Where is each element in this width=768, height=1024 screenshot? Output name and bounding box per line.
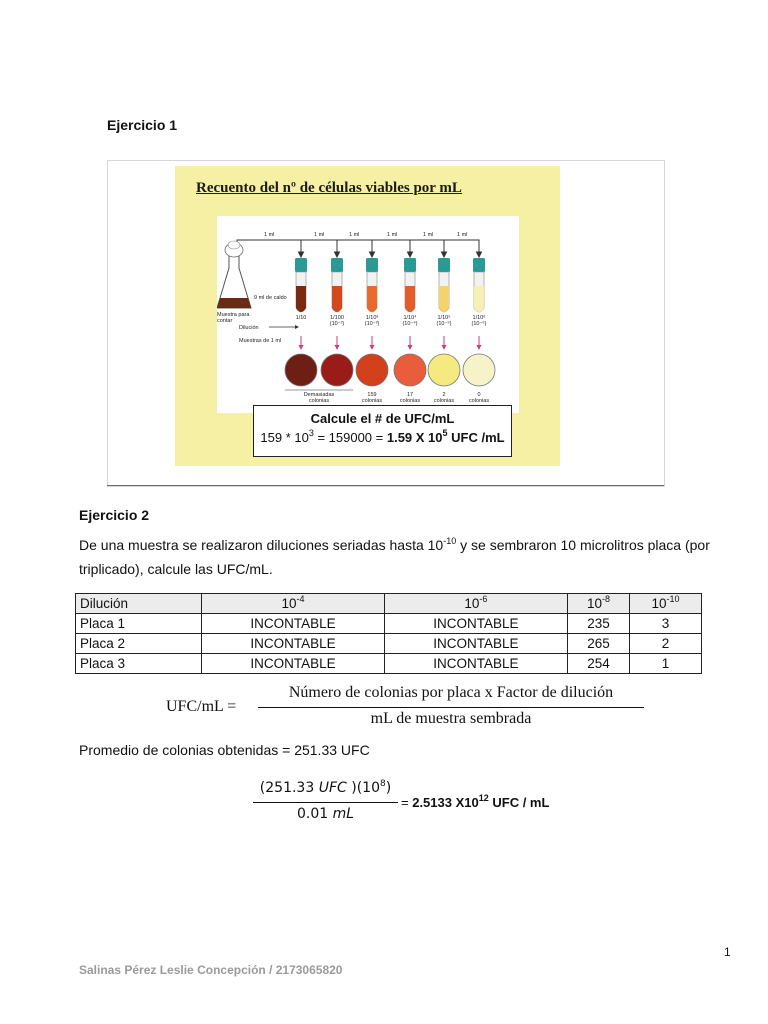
calc-numerator: (251.33 UFC )$(10^8)$ — [259, 779, 392, 796]
table-cell: INCONTABLE — [202, 634, 385, 654]
calc-part-a: 159 * 10 — [260, 430, 309, 445]
figure-bottom-rule — [107, 485, 664, 486]
petri-plate — [428, 354, 460, 386]
dilution-table — [75, 593, 702, 674]
tube-liquid — [405, 286, 415, 312]
calc-fraction-bar — [253, 802, 398, 803]
transfer-bracket — [337, 240, 372, 254]
transfer-bracket — [237, 240, 301, 254]
transfer-label-3: 1 ml — [349, 232, 360, 238]
transfer-arrowhead — [335, 252, 340, 257]
calc-title: Calcule el # de UFC/mL — [310, 411, 455, 426]
transfer-label-5: 1 ml — [423, 232, 434, 238]
formula-fraction-bar — [258, 707, 644, 708]
plate-label: 0 colonias — [468, 392, 490, 404]
calc-part-a-exp: 3 — [308, 428, 314, 438]
tube-cap — [295, 258, 307, 272]
dilution-label: 1/10⁶ (10⁻⁶) — [471, 315, 487, 327]
transfer-bracket — [444, 240, 479, 254]
footer-author: Salinas Pérez Leslie Concepción / 2173065820 — [79, 963, 343, 977]
table-header-cell: $10^{-10}$ — [630, 594, 702, 614]
tube-liquid — [296, 286, 306, 312]
dilucion-label: Dilución — [239, 325, 259, 331]
plating-arrowhead — [408, 345, 413, 350]
ex2-para-exp: -10 — [443, 536, 457, 546]
ex2-para-b: y se sembraron 10 microlitros placa (por — [456, 537, 710, 553]
transfer-label-1: 1 ml — [264, 232, 275, 238]
dilution-label: 1/10³ (10⁻³) — [364, 315, 380, 327]
formula-numerator: Número de colonias por placa x Factor de dilución — [288, 684, 614, 701]
calc-result: = 2.5133 $X10^{12}$ UFC / mL — [401, 793, 550, 810]
plating-arrowhead — [335, 345, 340, 350]
table-cell: INCONTABLE — [202, 614, 385, 634]
plate-label: 17 colonias — [399, 392, 421, 404]
table-cell: INCONTABLE — [384, 654, 567, 674]
dilution-diagram — [217, 216, 519, 413]
table-header-label: Dilución — [76, 594, 202, 614]
petri-plate — [394, 354, 426, 386]
dilution-label: 1/100 (10⁻²) — [329, 315, 345, 327]
transfer-label-6: 1 ml — [457, 232, 468, 238]
table-cell: 265 — [567, 634, 629, 654]
transfer-arrowhead — [477, 252, 482, 257]
promedio-text: Promedio de colonias obtenidas = 251.33 UFC — [79, 742, 370, 758]
tube-liquid — [439, 286, 449, 312]
table-header-cell: $10^{-4}$ — [202, 594, 385, 614]
plating-arrowhead — [370, 345, 375, 350]
transfer-arrowhead — [408, 252, 413, 257]
tube-liquid — [474, 286, 484, 312]
transfer-label-4: 1 ml — [387, 232, 398, 238]
transfer-arrowhead — [370, 252, 375, 257]
table-header-cell: $10^{-8}$ — [567, 594, 629, 614]
calc-part-c: 1.59 X 10 — [386, 430, 443, 445]
dilucion-arrow — [269, 325, 299, 329]
plating-arrowhead — [299, 345, 304, 350]
muestras-label: Muestras de 1 ml — [239, 338, 282, 344]
figure-title: Recuento del nº de células viables por mL — [196, 180, 462, 196]
petri-plate — [321, 354, 353, 386]
table-cell: 1 — [630, 654, 702, 674]
caldo-label: 9 ml de caldo — [254, 295, 287, 301]
muestra-label: Muestra para contar — [217, 312, 250, 324]
plating-arrowhead — [477, 345, 482, 350]
ex2-para-line2: triplicado), calcule las UFC/mL. — [79, 561, 273, 577]
transfer-bracket — [301, 240, 337, 254]
formula-denominator: mL de muestra sembrada — [370, 710, 532, 727]
table-cell: 254 — [567, 654, 629, 674]
table-header-cell: $10^{-6}$ — [384, 594, 567, 614]
calc-box — [253, 405, 512, 457]
calc-part-b: = 159000 = — [313, 430, 387, 445]
tube-cap — [473, 258, 485, 272]
transfer-arrowhead — [299, 252, 304, 257]
calc-part-c-exp: 5 — [442, 428, 448, 438]
tube-cap — [438, 258, 450, 272]
tube-cap — [404, 258, 416, 272]
flask-icon — [217, 241, 251, 308]
petri-plate — [356, 354, 388, 386]
dilution-label: 1/10⁵ (10⁻⁵) — [436, 315, 452, 327]
ex2-heading: Ejercicio 2 — [79, 507, 150, 523]
row-label: Placa 2 — [76, 634, 202, 654]
plating-arrows — [299, 336, 482, 350]
calc-line — [254, 430, 511, 445]
tube-liquid — [332, 286, 342, 312]
petri-plates — [285, 354, 495, 390]
table-cell: INCONTABLE — [202, 654, 385, 674]
table-cell: 2 — [630, 634, 702, 654]
plate-label: 2 colonias — [433, 392, 455, 404]
transfer-brackets — [237, 240, 482, 257]
dilution-label: 1/10⁴ (10⁻⁴) — [402, 315, 418, 327]
table-row — [76, 634, 702, 654]
table-cell: INCONTABLE — [384, 634, 567, 654]
tube-cap — [331, 258, 343, 272]
plate-label: Demasiadas colonias — [303, 392, 335, 404]
ex1-heading: Ejercicio 1 — [107, 117, 178, 133]
table-cell: 235 — [567, 614, 629, 634]
transfer-bracket — [410, 240, 444, 254]
transfer-bracket — [372, 240, 410, 254]
petri-plate — [463, 354, 495, 386]
formula-lhs: UFC/mL = — [166, 698, 237, 715]
table-header-row — [76, 594, 702, 614]
dilution-label: 1/10 — [295, 315, 307, 321]
dilution-tubes — [295, 258, 485, 312]
transfer-arrowhead — [442, 252, 447, 257]
page-number: 1 — [724, 945, 731, 959]
petri-plate — [285, 354, 317, 386]
calc-denominator: 0.01 mL — [296, 806, 355, 822]
tube-liquid — [367, 286, 377, 312]
table-cell: 3 — [630, 614, 702, 634]
plating-arrowhead — [442, 345, 447, 350]
row-label: Placa 1 — [76, 614, 202, 634]
calc-part-d: UFC /mL — [447, 430, 505, 445]
transfer-label-2: 1 ml — [314, 232, 325, 238]
ex2-paragraph — [79, 533, 719, 581]
plate-label: 159 colonias — [361, 392, 383, 404]
table-row — [76, 614, 702, 634]
tube-cap — [366, 258, 378, 272]
table-cell: INCONTABLE — [384, 614, 567, 634]
row-label: Placa 3 — [76, 654, 202, 674]
table-row — [76, 654, 702, 674]
ex2-para-a: De una muestra se realizaron diluciones seriadas hasta 10 — [79, 537, 444, 553]
